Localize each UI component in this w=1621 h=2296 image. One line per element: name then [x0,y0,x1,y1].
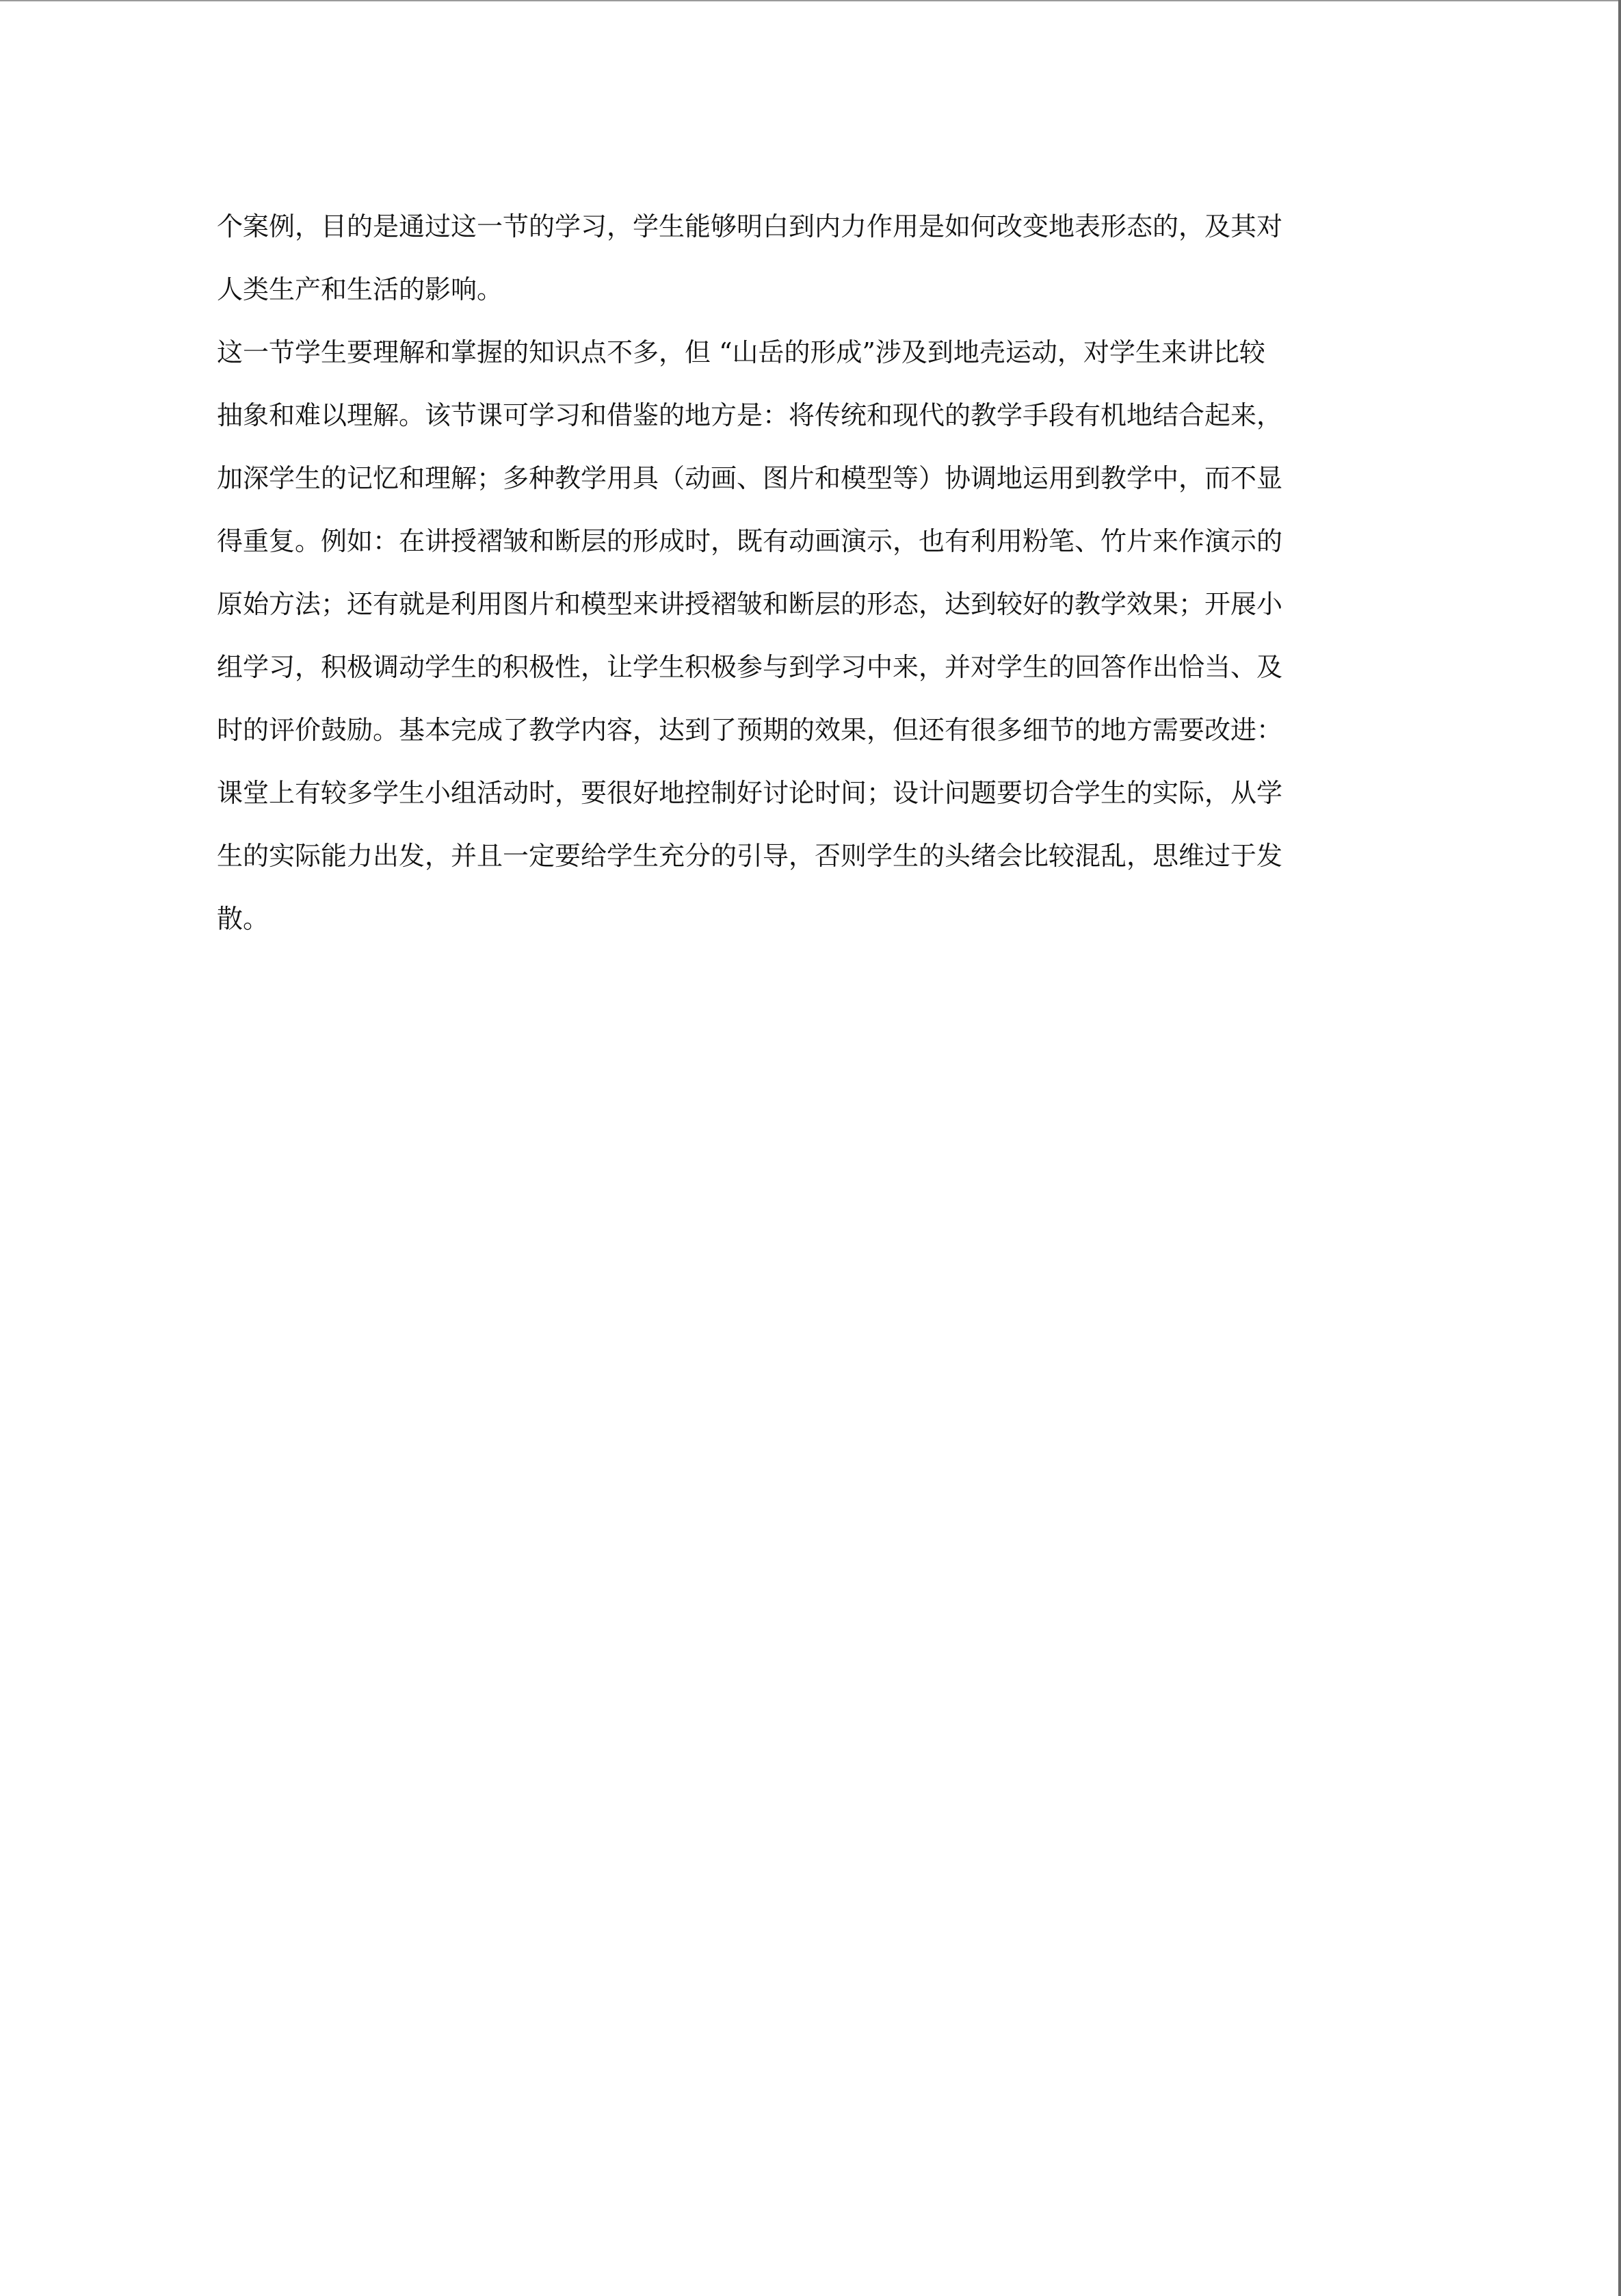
text-line: 散。 [217,904,269,934]
text-line: 人类生产和生活的影响。 [217,274,503,304]
body-text [217,195,1407,950]
text-line: 加深学生的记忆和理解；多种教学用具（动画、图片和模型等）协调地运用到教学中，而不显 [217,463,1283,493]
text-line: 抽象和难以理解。该节课可学习和借鉴的地方是：将传统和现代的教学手段有机地结合起来， [217,400,1283,430]
text-line: 时的评价鼓励。基本完成了教学内容，达到了预期的效果，但还有很多细节的地方需要改进： [217,715,1283,745]
text-line: 组学习，积极调动学生的积极性，让学生积极参与到学习中来，并对学生的回答作出恰当、及 [217,652,1283,682]
text-line: 这一节学生要理解和掌握的知识点不多，但 “山岳的形成”涉及到地壳运动，对学生来讲比较 [217,337,1265,367]
text-line: 课堂上有较多学生小组活动时，要很好地控制好讨论时间；设计问题要切合学生的实际，从学 [217,778,1283,808]
text-line: 得重复。例如：在讲授褶皱和断层的形成时，既有动画演示，也有利用粉笔、竹片来作演示的 [217,526,1283,556]
page-right-border [1618,0,1621,2296]
text-line: 个案例，目的是通过这一节的学习，学生能够明白到内力作用是如何改变地表形态的，及其对 [217,211,1283,242]
text-line: 原始方法；还有就是利用图片和模型来讲授褶皱和断层的形态，达到较好的教学效果；开展小 [217,589,1283,619]
text-line: 生的实际能力出发，并且一定要给学生充分的引导，否则学生的头绪会比较混乱，思维过于发 [217,841,1283,871]
page-top-border [0,0,1621,1]
